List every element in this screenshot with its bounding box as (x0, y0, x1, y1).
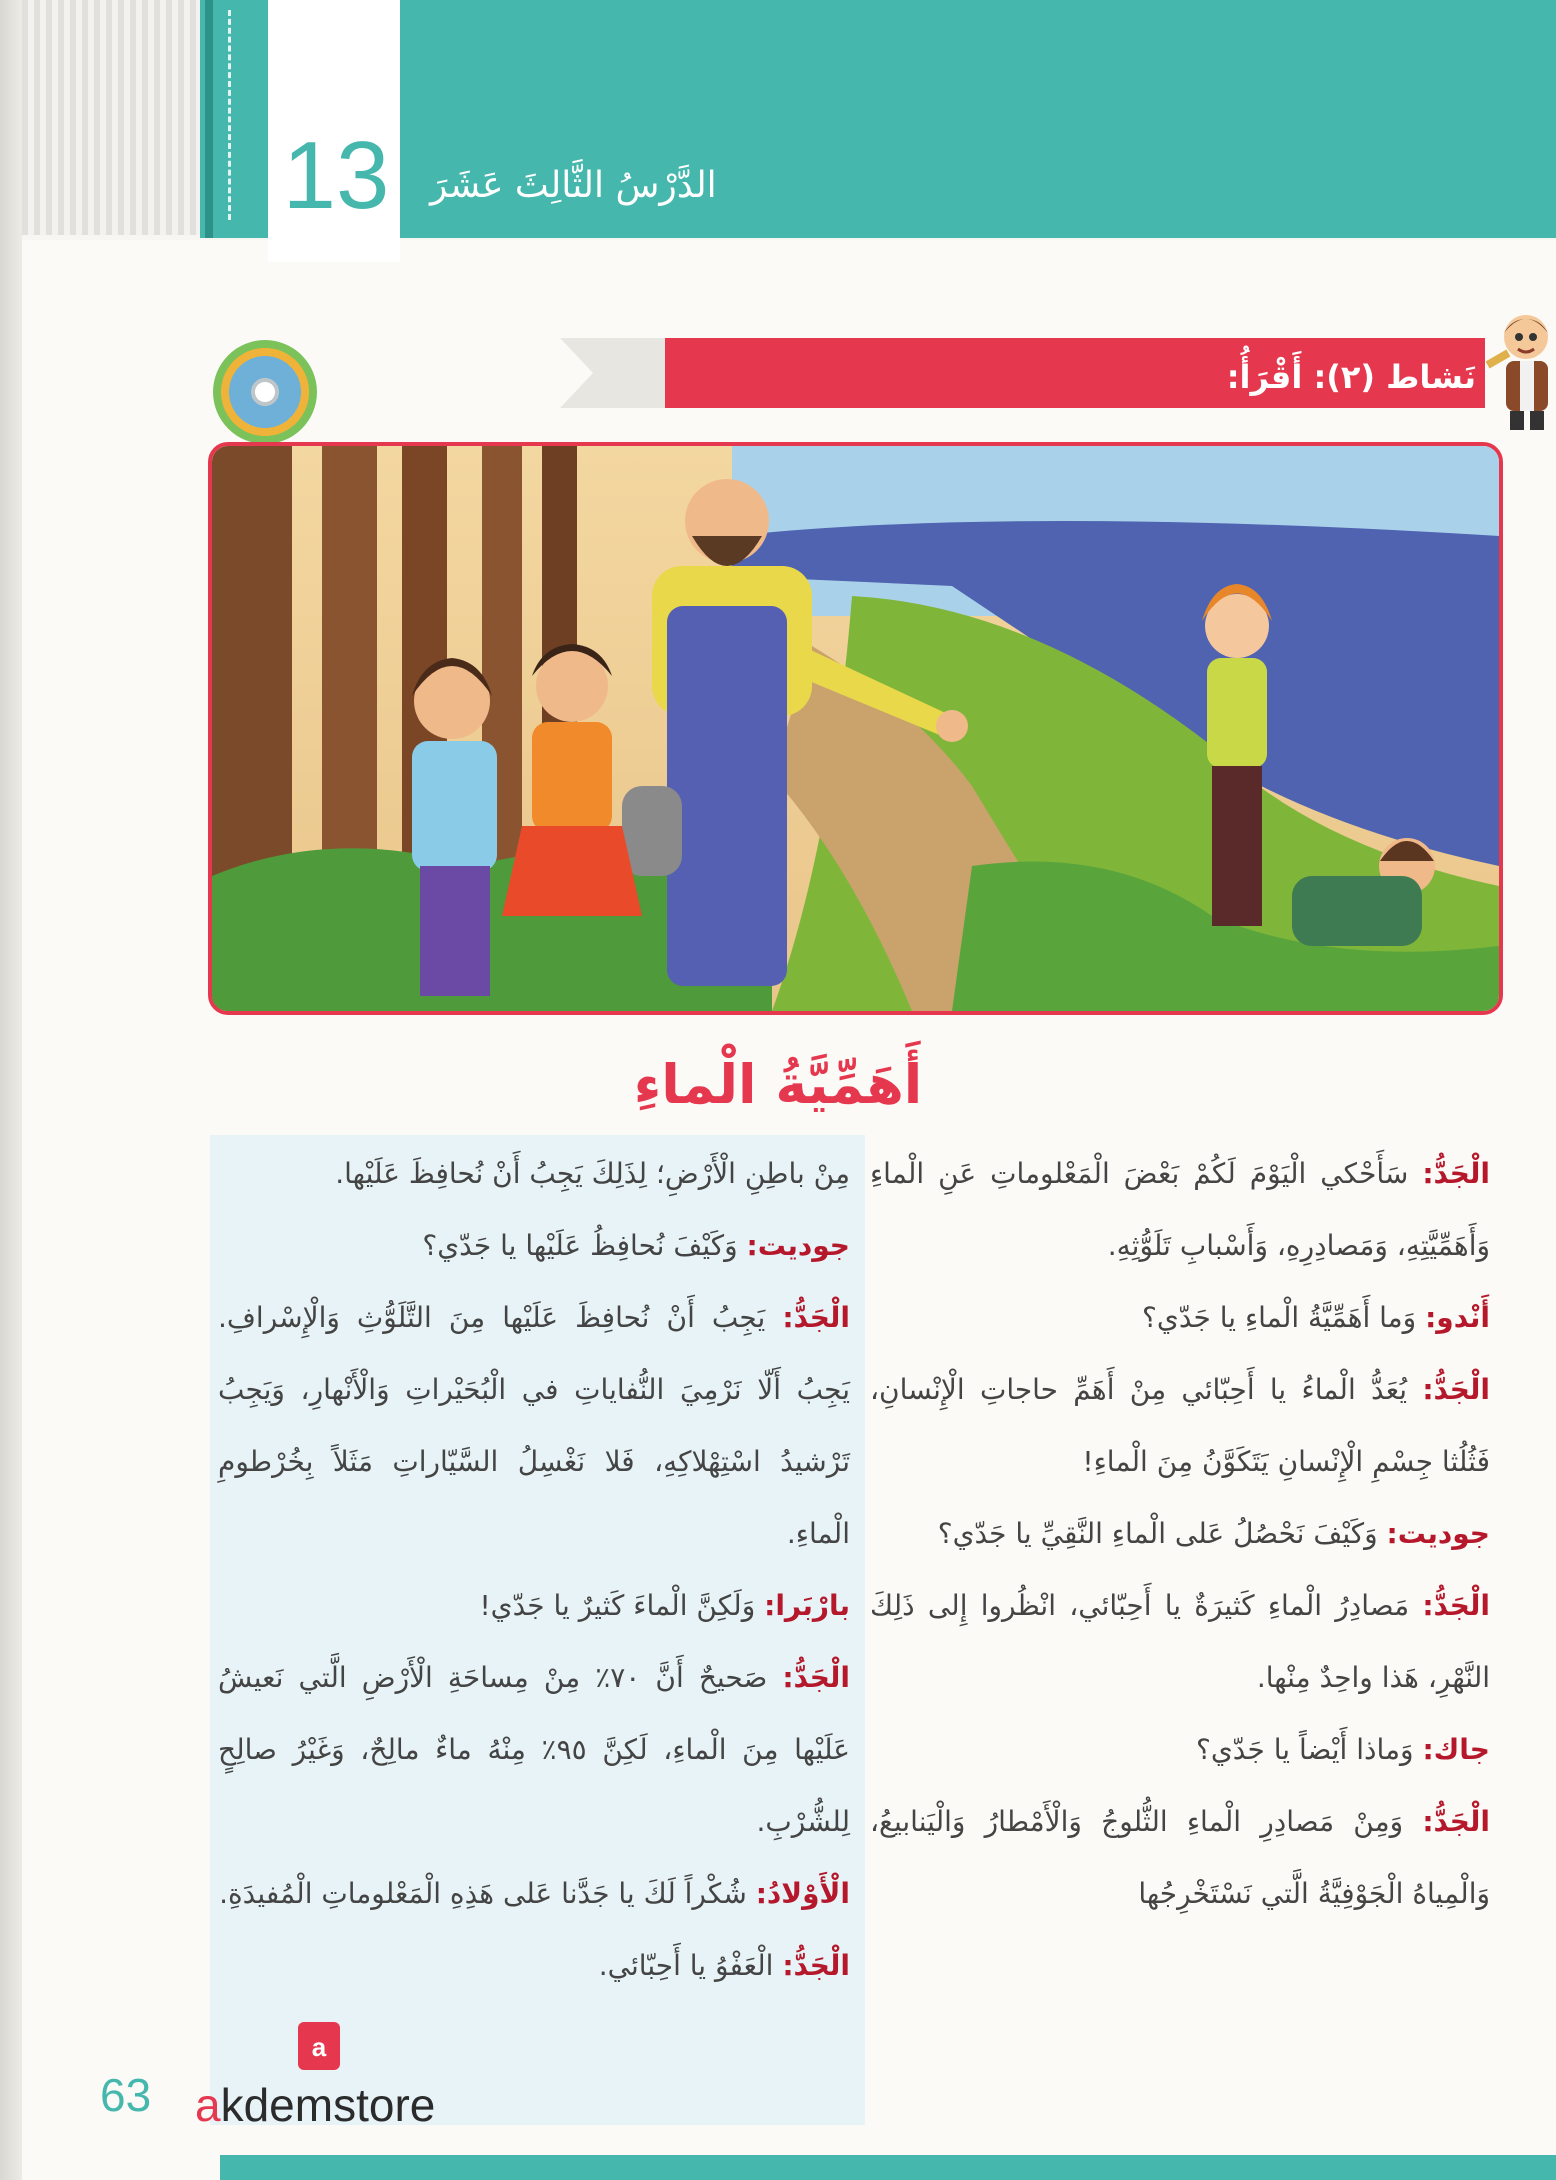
dialogue-text: وَمِنْ مَصادِرِ الْماءِ الثُّلوجُ وَالْأَمْطارُ وَالْيَنابيعُ، وَالْمِياهُ الْجَوْفِيَّةُ الَّتي نَسْتَخْرِجُها (870, 1805, 1490, 1910)
speaker-name: الْجَدُّ: (782, 1661, 850, 1694)
speaker-name: أَنْدو: (1425, 1301, 1490, 1334)
dialogue-line (218, 1210, 850, 1282)
dialogue-line (870, 1282, 1490, 1354)
speaker-name: جوديت: (1386, 1517, 1490, 1550)
store-logo (195, 2078, 435, 2132)
boy-figure (412, 658, 497, 996)
store-logo-text: kdemstore (220, 2079, 436, 2131)
speaker-name: الْأَوْلادُ: (755, 1877, 850, 1910)
lesson-title: الدَّرْسُ الثَّالِثَ عَشَرَ (430, 165, 717, 206)
right-column (870, 1138, 1490, 1930)
speaker-name: الْجَدُّ: (782, 1301, 850, 1334)
dialogue-text: يُعَدُّ الْماءُ يا أَحِبّائي مِنْ أَهَمِّ حاجاتِ الْإِنْسانِ، فَثُلُثا جِسْمِ الْإِنْسانِ يَتَكَوَّنُ مِنَ الْماءِ! (870, 1373, 1490, 1478)
dialogue-text: صَحيحٌ أَنَّ ٧٠٪ مِنْ مِساحَةِ الْأَرْضِ الَّتي نَعيشُ عَلَيْها مِنَ الْماءِ، لَكِنَّ ٩٥٪ مِنْهُ ماءٌ مالِحٌ، وَغَيْرُ صالِحٍ لِلشُّرْبِ. (218, 1661, 850, 1838)
dialogue-text: شُكْراً لَكَ يا جَدَّنا عَلى هَذِهِ الْمَعْلوماتِ الْمُفيدَةِ. (219, 1877, 747, 1910)
dialogue-text: مِنْ باطِنِ الْأَرْضِ؛ لِذَلِكَ يَجِبُ أَنْ نُحافِظَ عَلَيْها. (335, 1157, 850, 1190)
dialogue-line (218, 1642, 850, 1858)
dialogue-line (870, 1714, 1490, 1786)
header-accent (205, 0, 213, 238)
stitch-line (228, 10, 231, 220)
dialogue-line (218, 1138, 850, 1210)
speaker-name: الْجَدُّ: (1422, 1589, 1490, 1622)
dialogue-line (218, 1570, 850, 1642)
dialogue-text: وَما أَهَمِّيَّةُ الْماءِ يا جَدّي؟ (1142, 1301, 1417, 1334)
speaker-name: بارْبَرا: (764, 1589, 850, 1622)
dialogue-text: يَجِبُ أَنْ نُحافِظَ عَلَيْها مِنَ التَّلَوُّثِ وَالْإِسْرافِ. يَجِبُ أَلّا نَرْمِيَ النُّفاياتِ في الْبُحَيْراتِ وَالْأَنْهارِ، وَيَجِبُ تَرْشيدُ اسْتِهْلاكِهِ، فَلا نَغْسِلُ السَّيّاراتِ مَثَلاً بِخُرْطومِ الْماءِ. (218, 1301, 850, 1550)
page-number: 63 (100, 2069, 152, 2121)
speaker-name: جوديت: (746, 1229, 850, 1262)
dialogue-text: وَكَيْفَ نَحْصُلُ عَلى الْماءِ النَّقِيِّ يا جَدّي؟ (937, 1517, 1378, 1550)
dialogue-text: وَلَكِنَّ الْماءَ كَثيرٌ يا جَدّي! (479, 1589, 756, 1622)
dialogue-line (870, 1138, 1490, 1282)
speaker-name: الْجَدُّ: (1422, 1805, 1490, 1838)
store-logo-a: a (195, 2079, 221, 2131)
dialogue-line (218, 1858, 850, 1930)
speaker-name: الْجَدُّ: (1422, 1157, 1490, 1190)
dialogue-line (870, 1354, 1490, 1498)
dialogue-line (218, 1930, 850, 2002)
dialogue-line (870, 1570, 1490, 1714)
dialogue-text: وَكَيْفَ نُحافِظُ عَلَيْها يا جَدّي؟ (422, 1229, 738, 1262)
lesson-number: 13 (282, 122, 390, 229)
dialogue-line (218, 1282, 850, 1570)
dialogue-text: الْعَفْوُ يا أَحِبّائي. (598, 1949, 774, 1982)
store-logo-icon: a (298, 2022, 340, 2070)
reading-title: أَهَمِّيَّةُ الْماءِ (633, 1053, 923, 1116)
footer-band (220, 2155, 1556, 2180)
header-stripes (22, 0, 200, 235)
story-illustration (208, 442, 1503, 1015)
cd-disc-icon (213, 340, 317, 444)
header-band (200, 0, 1556, 238)
speaker-name: جاك: (1422, 1733, 1490, 1766)
speaker-name: الْجَدُّ: (1422, 1373, 1491, 1406)
redhead-child-figure (1202, 584, 1272, 926)
dialogue-text: سَأَحْكي الْيَوْمَ لَكُمْ بَعْضَ الْمَعْلوماتِ عَنِ الْماءِ وَأَهَمِّيَّتِهِ، وَمَصادِرِهِ، وَأَسْبابِ تَلَوُّثِهِ. (870, 1157, 1490, 1262)
dialogue-text: وَماذا أَيْضاً يا جَدّي؟ (1196, 1733, 1414, 1766)
teacher-character-icon (1486, 305, 1556, 430)
speaker-name: الْجَدُّ: (782, 1949, 850, 1982)
dialogue-line (870, 1786, 1490, 1930)
left-column (218, 1138, 850, 2002)
activity-label: نَشاط (٢): أَقْرَأُ: (1226, 358, 1476, 396)
dialogue-line (870, 1498, 1490, 1570)
dialogue-text: مَصادِرُ الْماءِ كَثيرَةٌ يا أَحِبّائي، انْظُروا إِلى ذَلِكَ النَّهْرِ، هَذا واحِدٌ مِنْها. (870, 1589, 1490, 1694)
